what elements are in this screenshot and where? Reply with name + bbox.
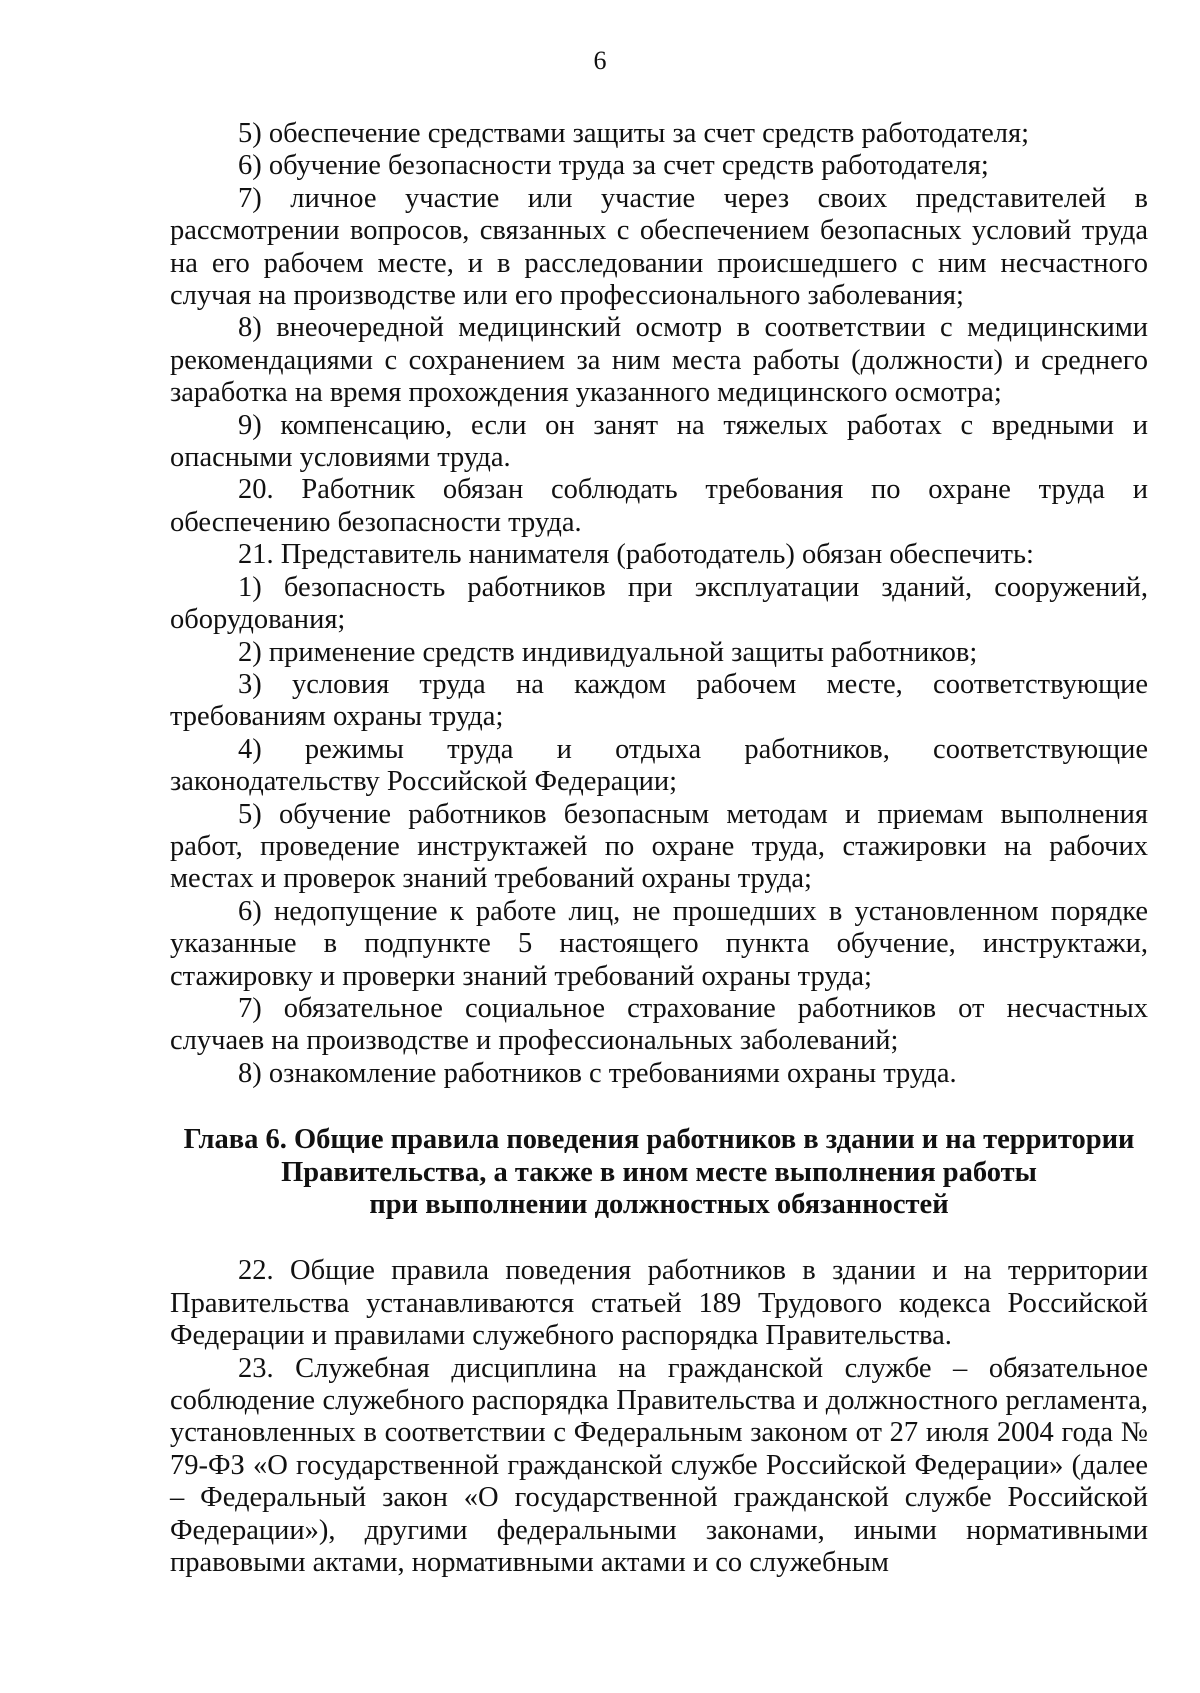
clause-21-item-7: 7) обязательное социальное страхование работников от несчастных случаев на производстве и профессиональных заболеваний; [170,992,1148,1057]
page-number: 6 [593,46,607,75]
list-item-7: 7) личное участие или участие через своих представителей в рассмотрении вопросов, связанных с обеспечением безопасных условий труда на его рабочем месте, и в расследовании происшедшего с ним несчастного случая на производстве или его профессионального заболевания; [170,182,1148,312]
clause-21: 21. Представитель нанимателя (работодатель) обязан обеспечить: [238,539,1034,571]
clause-21-item-8: 8) ознакомление работников с требованиями охраны труда. [238,1057,957,1089]
clause-22: 22. Общие правила поведения работников в здании и на территории Правительства устанавливаются статьей 189 Трудового кодекса Российской Федерации и правилами служебного распорядка Правительства. [170,1255,1148,1352]
list-item-8: 8) внеочередной медицинский осмотр в соответствии с медицинскими рекомендациями с сохранением за ним места работы (должности) и среднего заработка на время прохождения указанного медицинского осмотра; [170,312,1148,409]
list-item-9: 9) компенсацию, если он занят на тяжелых работах с вредными и опасными условиями труда. [170,409,1148,474]
document-body [170,118,1148,1579]
chapter-heading-line-1: Глава 6. Общие правила поведения работников в здании и на территории [183,1124,1135,1156]
clause-21-item-3: 3) условия труда на каждом рабочем месте, соответствующие требованиям охраны труда; [170,668,1148,733]
clause-21-item-6: 6) недопущение к работе лиц, не прошедших в установленном порядке указанные в подпункте 5 настоящего пункта обучение, инструктажи, стажировку и проверки знаний требований охраны труда; [170,895,1148,992]
clause-21-item-4: 4) режимы труда и отдыха работников, соответствующие законодательству Российской Федерации; [170,733,1148,798]
chapter-heading [170,1124,1148,1221]
clause-23: 23. Служебная дисциплина на гражданской службе – обязательное соблюдение служебного распорядка Правительства и должностного регламента, установленных в соответствии с Федеральным законом от 27 июля 2004 года № 79-ФЗ «О государственной гражданской службе Российской Федерации» (далее – Федеральный закон «О государственной гражданской службе Российской Федерации»), другими федеральными законами, иными нормативными правовыми актами, нормативными актами и со служебным [170,1352,1148,1579]
chapter-heading-line-2: Правительства, а также в ином месте выполнения работы [281,1156,1037,1188]
clause-21-item-5: 5) обучение работников безопасным методам и приемам выполнения работ, проведение инструктажей по охране труда, стажировки на рабочих местах и проверок знаний требований охраны труда; [170,798,1148,895]
clause-21-item-2: 2) применение средств индивидуальной защиты работников; [238,636,978,668]
list-item-6: 6) обучение безопасности труда за счет средств работодателя; [238,150,989,182]
list-item-5: 5) обеспечение средствами защиты за счет средств работодателя; [238,118,1030,149]
chapter-heading-line-3: при выполнении должностных обязанностей [369,1189,949,1220]
clause-20: 20. Работник обязан соблюдать требования по охране труда и обеспечению безопасности труда. [170,474,1148,538]
clause-21-item-1: 1) безопасность работников при эксплуатации зданий, сооружений, оборудования; [170,571,1148,636]
